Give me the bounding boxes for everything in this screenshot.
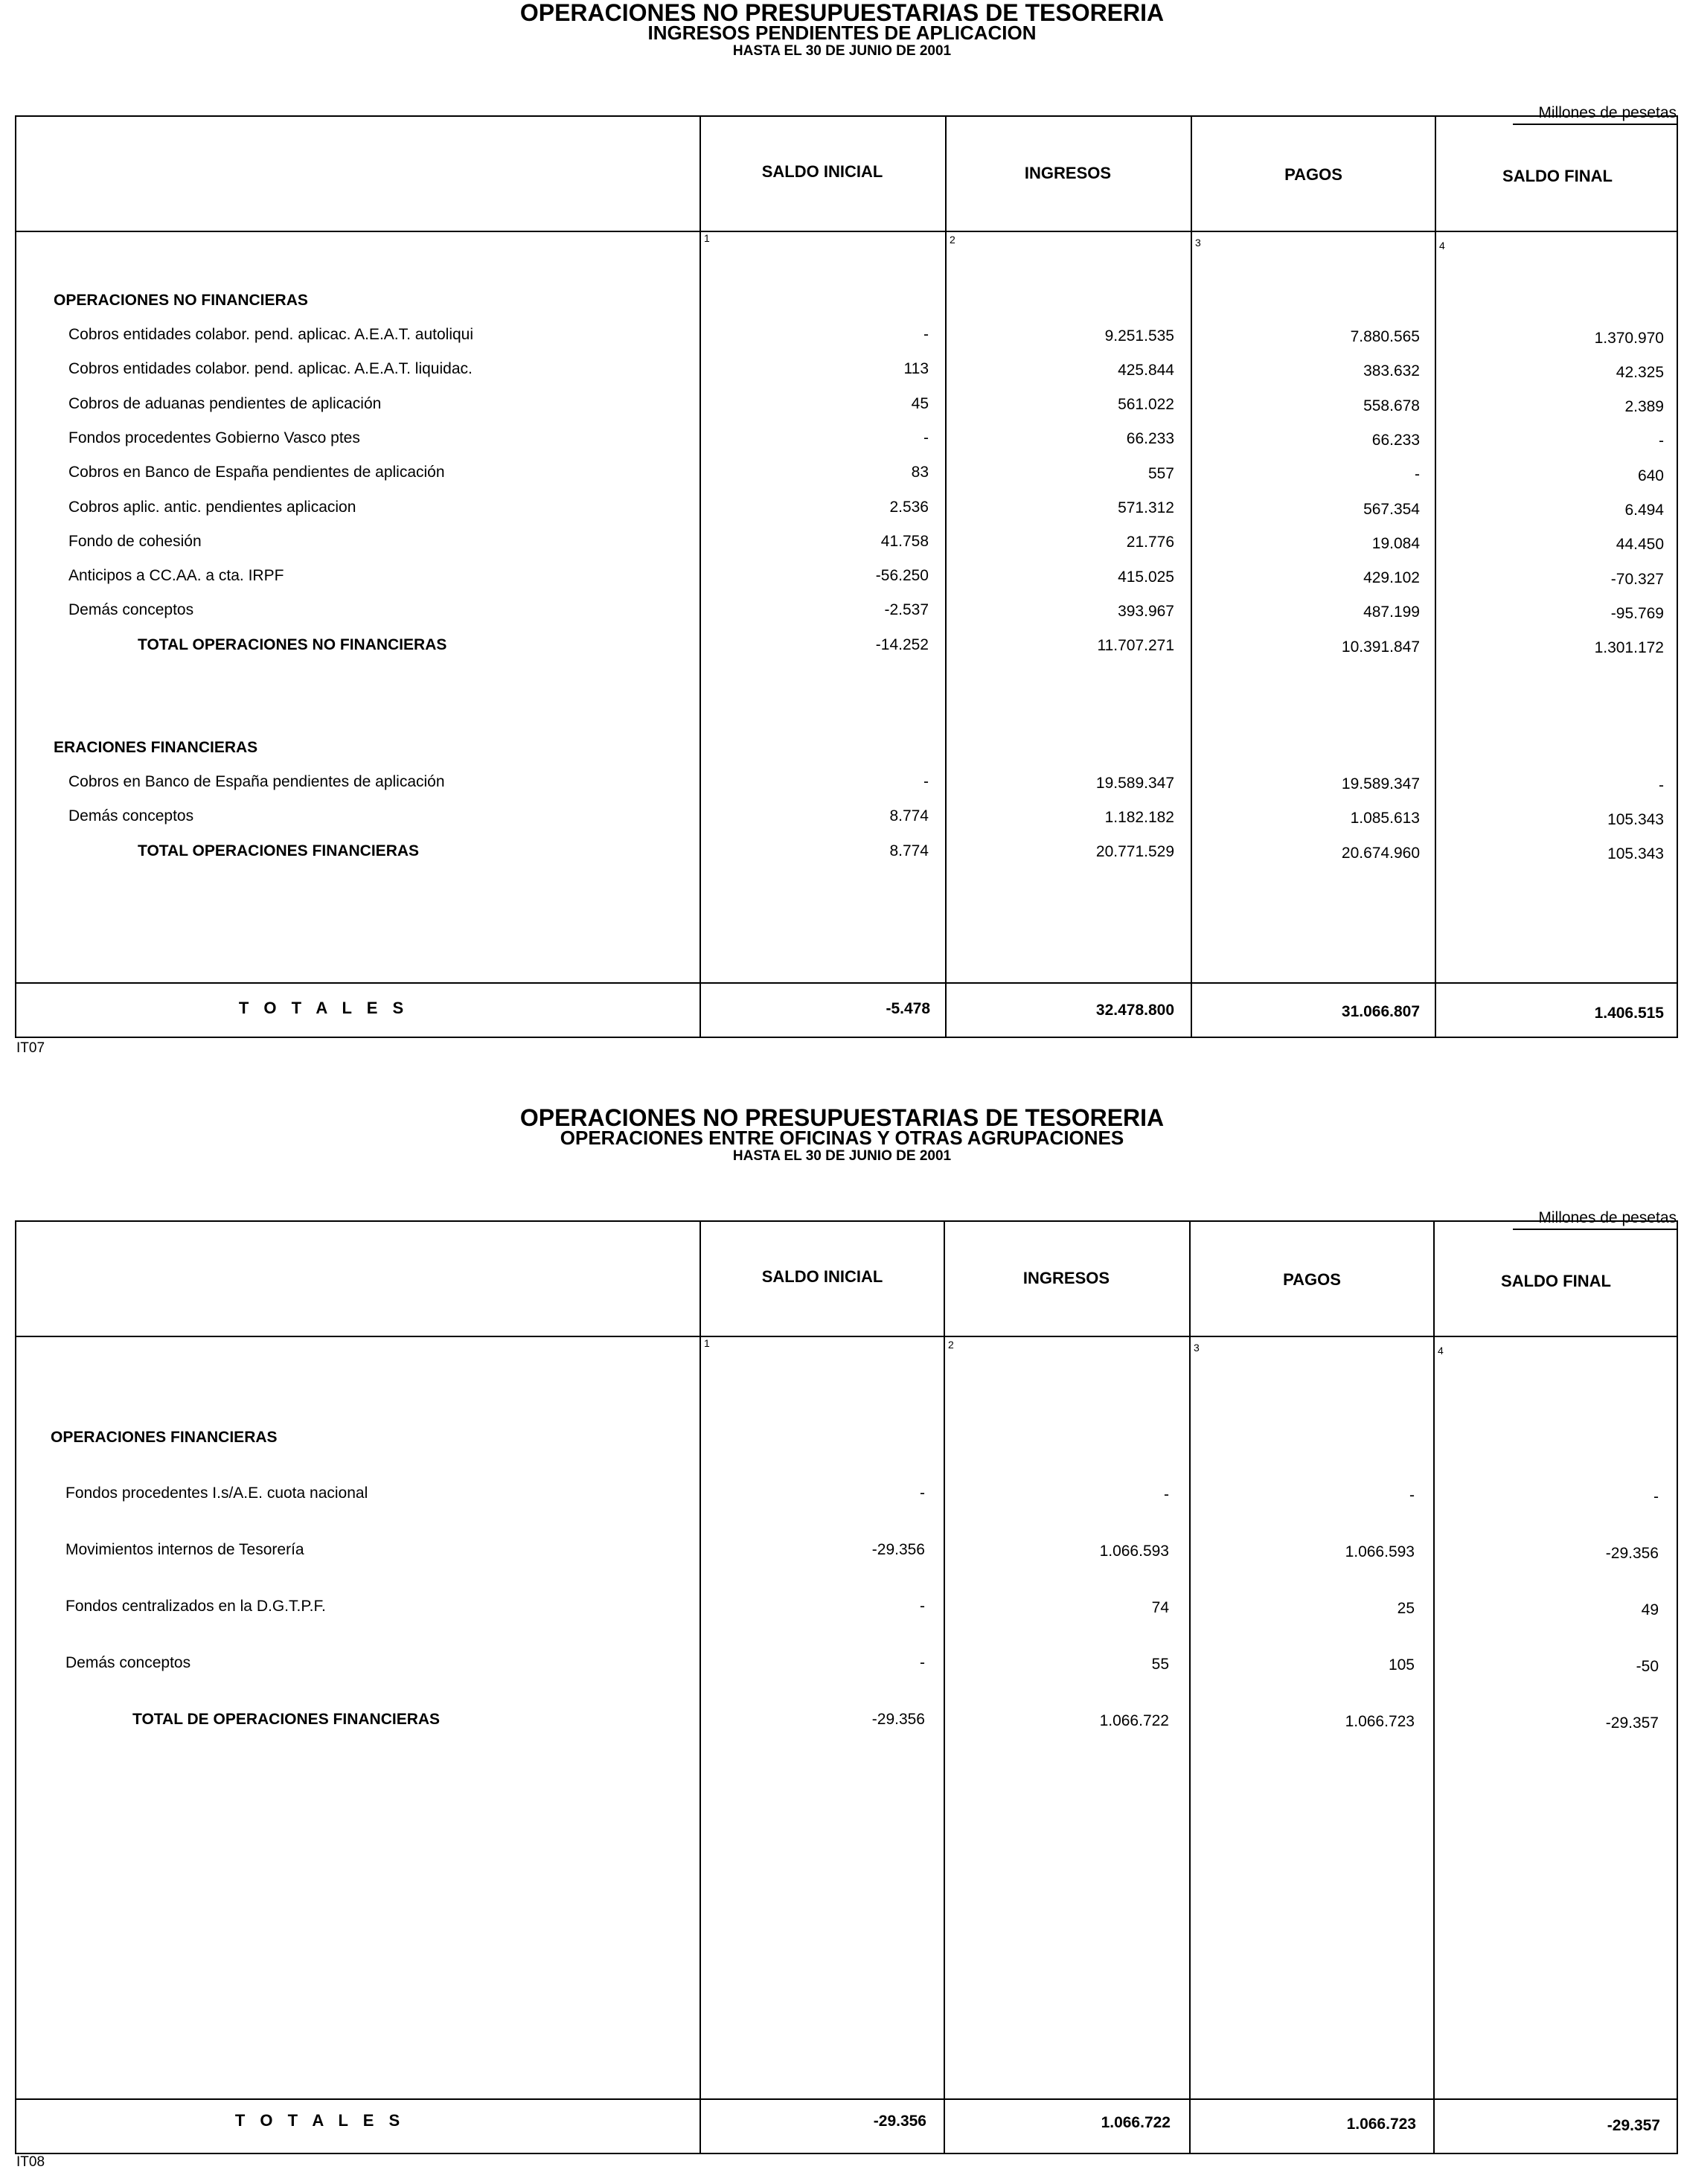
header-rule xyxy=(15,1336,1678,1337)
cell-pagos: 487.199 xyxy=(1363,603,1420,621)
cell-pagos: 10.391.847 xyxy=(1341,638,1420,656)
totals-saldo-final: 1.406.515 xyxy=(1594,1005,1664,1022)
cell-ingresos: 557 xyxy=(1147,464,1174,482)
section-heading: OPERACIONES FINANCIERAS xyxy=(51,1429,278,1446)
cell-saldo-inicial: 41.758 xyxy=(880,532,929,550)
totals-saldo-inicial: -29.356 xyxy=(873,2113,926,2130)
cell-pagos: 19.589.347 xyxy=(1341,775,1420,792)
report-it08 xyxy=(0,1105,1684,2184)
totals-rule xyxy=(15,2098,1678,2100)
cell-saldo-final: 1.301.172 xyxy=(1594,639,1664,657)
cell-saldo-final: 49 xyxy=(1641,1601,1659,1618)
total-label: TOTAL DE OPERACIONES FINANCIERAS xyxy=(132,1711,441,1728)
cell-ingresos: 1.066.593 xyxy=(1099,1542,1169,1560)
cell-saldo-final: -50 xyxy=(1636,1657,1659,1675)
cell-saldo-inicial: -14.252 xyxy=(875,635,929,653)
report-date: HASTA EL 30 DE JUNIO DE 2001 xyxy=(732,1148,952,1164)
cell-saldo-final: 105.343 xyxy=(1607,810,1664,828)
cell-saldo-inicial: 83 xyxy=(911,464,929,481)
cell-pagos: - xyxy=(1415,466,1420,484)
cell-saldo-final: -29.356 xyxy=(1605,1544,1659,1562)
cell-ingresos: 21.776 xyxy=(1126,534,1174,551)
report-it07 xyxy=(0,0,1684,1079)
cell-ingresos: 425.844 xyxy=(1118,361,1174,379)
totals-pagos: 31.066.807 xyxy=(1341,1003,1420,1020)
column-divider xyxy=(699,1220,701,2154)
row-label: Movimientos internos de Tesorería xyxy=(65,1541,304,1558)
column-divider xyxy=(1433,1220,1435,2154)
cell-saldo-inicial: -29.356 xyxy=(871,1541,925,1558)
cell-ingresos: 415.025 xyxy=(1118,568,1174,586)
cell-saldo-inicial: 113 xyxy=(903,360,929,378)
cell-saldo-final: 2.389 xyxy=(1624,398,1664,416)
cell-ingresos: 55 xyxy=(1151,1655,1169,1673)
cell-ingresos: 66.233 xyxy=(1126,430,1174,448)
cell-ingresos: 74 xyxy=(1151,1598,1169,1616)
cell-saldo-final: 6.494 xyxy=(1624,502,1664,519)
cell-saldo-final: -29.357 xyxy=(1605,1714,1659,1732)
cell-ingresos: - xyxy=(1164,1485,1169,1503)
column-number: 3 xyxy=(1195,237,1201,249)
totals-saldo-final: -29.357 xyxy=(1607,2117,1660,2134)
cell-ingresos: 561.022 xyxy=(1118,396,1174,414)
row-label: Cobros de aduanas pendientes de aplicación xyxy=(68,394,382,412)
row-label: Cobros entidades colabor. pend. aplicac. A.E.A.T. liquidac. xyxy=(68,360,473,378)
cell-saldo-final: - xyxy=(1659,776,1664,794)
row-label: Cobros entidades colabor. pend. aplicac. A.E.A.T. autoliqui xyxy=(68,326,474,343)
cell-pagos: 7.880.565 xyxy=(1350,328,1420,345)
column-number: 1 xyxy=(704,1337,710,1349)
row-label: Demás conceptos xyxy=(68,807,194,825)
cell-saldo-final: 42.325 xyxy=(1616,363,1664,381)
cell-saldo-final: -70.327 xyxy=(1610,570,1664,588)
cell-saldo-inicial: - xyxy=(920,1485,925,1502)
column-header-pagos: PAGOS xyxy=(1283,1270,1341,1289)
cell-saldo-inicial: 2.536 xyxy=(889,498,929,516)
column-header-ingresos: INGRESOS xyxy=(1022,1269,1110,1287)
cell-pagos: 66.233 xyxy=(1371,431,1420,449)
section-heading: ERACIONES FINANCIERAS xyxy=(54,739,258,756)
cell-pagos: 383.632 xyxy=(1363,362,1420,380)
column-divider xyxy=(945,115,947,1038)
column-header-saldo-final: SALDO FINAL xyxy=(1502,167,1613,185)
cell-pagos: 25 xyxy=(1397,1600,1415,1617)
cell-saldo-inicial: - xyxy=(923,773,929,790)
cell-pagos: - xyxy=(1409,1487,1415,1504)
column-number: 3 xyxy=(1194,1342,1200,1354)
column-divider xyxy=(1435,115,1436,1038)
cell-saldo-final: 640 xyxy=(1637,467,1664,484)
cell-saldo-inicial: -2.537 xyxy=(884,601,929,619)
totals-pagos: 1.066.723 xyxy=(1346,2116,1416,2133)
cell-pagos: 558.678 xyxy=(1363,397,1420,414)
cell-saldo-final: - xyxy=(1659,432,1664,450)
column-divider xyxy=(1191,115,1192,1038)
row-label: Demás conceptos xyxy=(68,601,194,619)
cell-ingresos: 393.967 xyxy=(1118,602,1174,620)
report-code: IT07 xyxy=(16,1040,45,1056)
cell-ingresos: 1.066.722 xyxy=(1099,1711,1169,1729)
row-label: Anticipos a CC.AA. a cta. IRPF xyxy=(68,567,284,585)
row-label: Fondos centralizados en la D.G.T.P.F. xyxy=(65,1598,326,1615)
totals-label: T O T A L E S xyxy=(234,2111,406,2130)
cell-saldo-inicial: -56.250 xyxy=(875,567,929,585)
cell-pagos: 429.102 xyxy=(1363,569,1420,587)
column-number: 4 xyxy=(1438,1345,1444,1357)
report-code: IT08 xyxy=(16,2154,45,2170)
cell-saldo-inicial: 8.774 xyxy=(889,842,929,859)
column-divider xyxy=(944,1220,945,2154)
cell-saldo-final: 1.370.970 xyxy=(1594,329,1664,347)
column-number: 4 xyxy=(1439,240,1445,252)
units-label: Millones de pesetas xyxy=(1538,1209,1677,1226)
column-divider xyxy=(1189,1220,1191,2154)
cell-saldo-final: - xyxy=(1653,1488,1659,1505)
column-header-saldo-inicial: SALDO INICIAL xyxy=(761,1267,883,1286)
cell-ingresos: 9.251.535 xyxy=(1104,327,1174,345)
units-label: Millones de pesetas xyxy=(1538,104,1677,121)
row-label: Fondos procedentes Gobierno Vasco ptes xyxy=(68,429,360,446)
cell-saldo-final: 44.450 xyxy=(1616,536,1664,554)
row-label: Fondos procedentes I.s/A.E. cuota nacional xyxy=(65,1485,368,1502)
report-date: HASTA EL 30 DE JUNIO DE 2001 xyxy=(732,43,952,59)
cell-saldo-inicial: - xyxy=(920,1654,925,1671)
report-title: OPERACIONES NO PRESUPUESTARIAS DE TESORERIA xyxy=(519,0,1165,26)
cell-ingresos: 11.707.271 xyxy=(1097,637,1174,655)
totals-ingresos: 32.478.800 xyxy=(1095,1002,1174,1019)
report-subtitle: INGRESOS PENDIENTES DE APLICACION xyxy=(647,22,1037,44)
total-label: TOTAL OPERACIONES NO FINANCIERAS xyxy=(138,635,447,653)
table-frame xyxy=(15,1220,1678,2154)
column-number: 2 xyxy=(948,1339,954,1351)
column-header-ingresos: INGRESOS xyxy=(1024,164,1112,182)
cell-saldo-inicial: - xyxy=(920,1598,925,1615)
cell-saldo-final: 105.343 xyxy=(1607,845,1664,863)
totals-saldo-inicial: -5.478 xyxy=(886,1000,930,1017)
cell-pagos: 1.066.723 xyxy=(1345,1713,1415,1730)
section-heading: OPERACIONES NO FINANCIERAS xyxy=(54,292,308,309)
cell-pagos: 19.084 xyxy=(1371,534,1420,552)
totals-label: T O T A L E S xyxy=(238,999,409,1017)
cell-saldo-inicial: 45 xyxy=(911,394,929,412)
cell-pagos: 1.066.593 xyxy=(1345,1543,1415,1560)
column-divider xyxy=(699,115,701,1038)
column-header-saldo-inicial: SALDO INICIAL xyxy=(761,162,883,181)
cell-saldo-final: -95.769 xyxy=(1610,604,1664,622)
cell-pagos: 105 xyxy=(1388,1656,1415,1674)
row-label: Cobros en Banco de España pendientes de aplicación xyxy=(68,773,445,790)
column-header-saldo-final: SALDO FINAL xyxy=(1501,1272,1611,1290)
cell-ingresos: 571.312 xyxy=(1118,499,1174,516)
cell-ingresos: 19.589.347 xyxy=(1095,774,1174,792)
row-label: Fondo de cohesión xyxy=(68,532,202,550)
cell-pagos: 1.085.613 xyxy=(1350,810,1420,827)
row-label: Cobros en Banco de España pendientes de aplicación xyxy=(68,464,445,481)
totals-rule xyxy=(15,982,1678,984)
column-number: 1 xyxy=(704,232,710,244)
cell-saldo-inicial: -29.356 xyxy=(871,1711,925,1728)
column-header-pagos: PAGOS xyxy=(1284,165,1342,184)
header-rule xyxy=(15,231,1678,232)
cell-saldo-inicial: - xyxy=(923,429,929,446)
report-subtitle: OPERACIONES ENTRE OFICINAS Y OTRAS AGRUPACIONES xyxy=(560,1127,1124,1149)
cell-ingresos: 20.771.529 xyxy=(1095,843,1174,861)
cell-ingresos: 1.182.182 xyxy=(1104,808,1174,826)
totals-ingresos: 1.066.722 xyxy=(1101,2114,1171,2131)
cell-pagos: 567.354 xyxy=(1363,500,1420,518)
report-title: OPERACIONES NO PRESUPUESTARIAS DE TESORERIA xyxy=(519,1104,1165,1131)
cell-saldo-inicial: - xyxy=(923,326,929,343)
column-number: 2 xyxy=(950,234,955,246)
cell-saldo-inicial: 8.774 xyxy=(889,807,929,825)
cell-pagos: 20.674.960 xyxy=(1341,844,1420,862)
row-label: Demás conceptos xyxy=(65,1654,191,1671)
total-label: TOTAL OPERACIONES FINANCIERAS xyxy=(138,842,420,859)
row-label: Cobros aplic. antic. pendientes aplicacion xyxy=(68,498,356,516)
